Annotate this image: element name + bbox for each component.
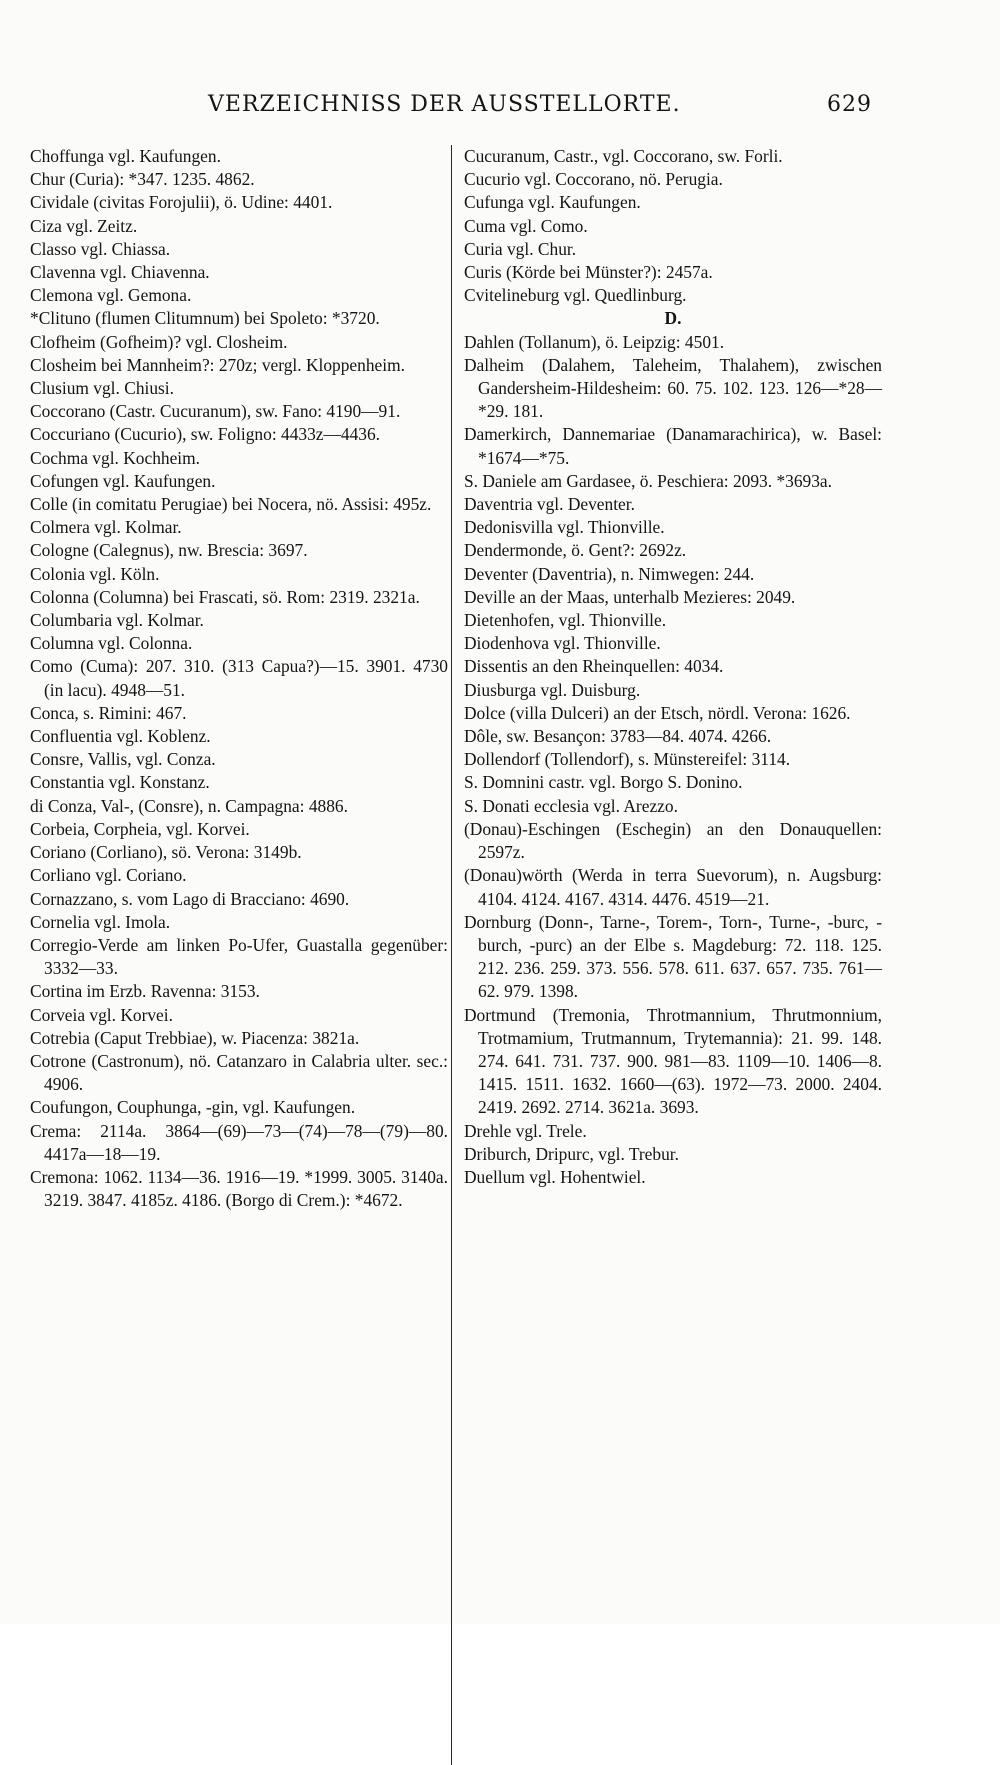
index-entry: Cortina im Erzb. Ravenna: 3153.: [30, 981, 260, 1002]
index-entry: Colonia vgl. Köln.: [30, 563, 160, 584]
page-number: 629: [827, 92, 872, 117]
index-entry: di Conza, Val-, (Consre), n. Campagna: 4886.: [30, 795, 348, 816]
index-entry: Corveia vgl. Korvei.: [30, 1004, 173, 1025]
index-entry: Duellum vgl. Hohentwiel.: [464, 1166, 646, 1187]
index-entry: Consre, Vallis, vgl. Conza.: [30, 749, 216, 770]
index-entry: Coriano (Corliano), sö. Verona: 3149b.: [30, 842, 302, 863]
running-title: VERZEICHNISS DER AUSSTELLORTE.: [208, 92, 681, 117]
index-entry: Diusburga vgl. Duisburg.: [464, 679, 641, 700]
index-entry: Clemona vgl. Gemona.: [30, 285, 192, 306]
index-entry: Diodenhova vgl. Thionville.: [464, 633, 661, 654]
index-entry: Cucuranum, Castr., vgl. Coccorano, sw. Forli.: [464, 146, 783, 166]
index-entry: Corbeia, Corpheia, vgl. Korvei.: [30, 818, 250, 839]
index-entry: Cochma vgl. Kochheim.: [30, 447, 201, 468]
index-entry: Dissentis an den Rheinquellen: 4034.: [464, 656, 724, 677]
index-entry: Ciza vgl. Zeitz.: [30, 215, 138, 236]
index-entry: Columbaria vgl. Kolmar.: [30, 610, 204, 631]
index-entry: Cvitelineburg vgl. Quedlinburg.: [464, 285, 687, 306]
index-entry: Coccuriano (Cucurio), sw. Foligno: 4433z—4436.: [30, 424, 381, 445]
index-entry: Constantia vgl. Konstanz.: [30, 772, 210, 793]
index-entry: Clusium vgl. Chiusi.: [30, 378, 174, 399]
index-entry: Colle (in comitatu Perugiae) bei Nocera, nö. Assisi: 495z.: [30, 494, 432, 515]
index-entry: Coccorano (Castr. Cucuranum), sw. Fano: 4190—91.: [30, 401, 401, 422]
right-column: [464, 145, 882, 1189]
index-entry: S. Domnini castr. vgl. Borgo S. Donino.: [464, 772, 743, 793]
section-heading-d: D.: [664, 308, 682, 329]
index-entry: Corliano vgl. Coriano.: [30, 865, 187, 886]
index-entry: (Donau)-Eschingen (Eschegin) an den Donauquellen: 2597z.: [464, 818, 882, 863]
index-entry: Colmera vgl. Kolmar.: [30, 517, 182, 538]
index-entry: Coufungon, Couphunga, -gin, vgl. Kaufungen.: [30, 1097, 356, 1118]
index-entry: Dôle, sw. Besançon: 3783—84. 4074. 4266.: [464, 726, 772, 747]
index-entry: (Donau)wörth (Werda in terra Suevorum), n. Augsburg: 4104. 4124. 4167. 4314. 4476. 4519—21.: [464, 865, 882, 909]
index-entry: Cotrone (Castronum), nö. Catanzaro in Calabria ulter. sec.: 4906.: [30, 1050, 448, 1095]
index-entry: Confluentia vgl. Koblenz.: [30, 726, 211, 747]
index-entry: Dedonisvilla vgl. Thionville.: [464, 517, 665, 538]
index-entry: Dalheim (Dalahem, Taleheim, Thalahem), zwischen Gandersheim-Hildesheim: 60. 75. 102. 123. 126—*28—*29. 181.: [464, 354, 882, 422]
index-entry: S. Daniele am Gardasee, ö. Peschiera: 2093. *3693a.: [464, 470, 832, 491]
index-entry: *Clituno (flumen Clitumnum) bei Spoleto: *3720.: [30, 308, 380, 329]
index-entry: Deville an der Maas, unterhalb Mezieres: 2049.: [464, 586, 796, 607]
index-entry: Colonna (Columna) bei Frascati, sö. Rom: 2319. 2321a.: [30, 586, 420, 607]
index-entry: Dornburg (Donn-, Tarne-, Torem-, Torn-, Turne-, -burc, -burch, -purc) an der Elbe s. Magdeburg: 72. 118. 125. 212. 236. 259. 373. 556. 578. 611. 637. 657. 735. 761—62. 979. 1398.: [464, 911, 882, 1002]
index-entry: Dendermonde, ö. Gent?: 2692z.: [464, 540, 687, 561]
index-entry: Crema: 2114a. 3864—(69)—73—(74)—78—(79)—80. 4417a—18—19.: [30, 1120, 448, 1164]
index-entry: Cotrebia (Caput Trebbiae), w. Piacenza: 3821a.: [30, 1027, 360, 1048]
index-entry: Corregio-Verde am linken Po-Ufer, Guastalla gegenüber: 3332—33.: [30, 934, 448, 979]
index-entry: Cornazzano, s. vom Lago di Bracciano: 4690.: [30, 888, 350, 909]
index-entry: Dortmund (Tremonia, Throtmannium, Thrutmonnium, Trotmamium, Trutmannum, Trytemannia): 21. 99. 148. 274. 641. 731. 737. 900. 981—83. 1109—10. 1406—8. 1415. 1511. 1632. 1660—(63). 1972—73. 2000. 2404. 2419. 2692. 2714. 3621a. 3693.: [464, 1004, 882, 1118]
index-entry: Dahlen (Tollanum), ö. Leipzig: 4501.: [464, 331, 725, 352]
index-entry: Curia vgl. Chur.: [464, 238, 577, 259]
index-entry: Chur (Curia): *347. 1235. 4862.: [30, 169, 255, 190]
index-entry: S. Donati ecclesia vgl. Arezzo.: [464, 795, 678, 816]
index-entry: Cremona: 1062. 1134—36. 1916—19. *1999. 3005. 3140a. 3219. 3847. 4185z. 4186. (Borgo di Crem.): *4672.: [30, 1166, 448, 1211]
index-entry: Cofungen vgl. Kaufungen.: [30, 470, 216, 491]
index-entry: Columna vgl. Colonna.: [30, 633, 193, 654]
index-entry: Cologne (Calegnus), nw. Brescia: 3697.: [30, 540, 308, 561]
index-entry: Daventria vgl. Deventer.: [464, 494, 635, 515]
index-entry: Cividale (civitas Forojulii), ö. Udine: 4401.: [30, 192, 333, 213]
column-divider: [451, 145, 452, 1765]
index-entry: Dollendorf (Tollendorf), s. Münstereifel: 3114.: [464, 749, 791, 770]
index-entry: Drehle vgl. Trele.: [464, 1120, 587, 1141]
index-entry: Clavenna vgl. Chiavenna.: [30, 262, 210, 283]
page-header: [208, 92, 872, 128]
index-entry: Cornelia vgl. Imola.: [30, 911, 171, 932]
right-column-d-entries: [464, 331, 882, 1190]
index-entry: Conca, s. Rimini: 467.: [30, 702, 187, 723]
index-entry: Como (Cuma): 207. 310. (313 Capua?)—15. 3901. 4730 (in lacu). 4948—51.: [30, 656, 448, 700]
index-entry: Cucurio vgl. Coccorano, nö. Perugia.: [464, 169, 723, 190]
index-entry: Cuma vgl. Como.: [464, 215, 588, 236]
index-entry: Classo vgl. Chiassa.: [30, 238, 171, 259]
index-entry: Choffunga vgl. Kaufungen.: [30, 146, 221, 166]
index-entry: Clofheim (Gofheim)? vgl. Closheim.: [30, 331, 288, 352]
index-entry: Closheim bei Mannheim?: 270z; vergl. Kloppenheim.: [30, 354, 405, 375]
index-entry: Driburch, Dripurc, vgl. Trebur.: [464, 1143, 679, 1164]
index-entry: Curis (Körde bei Münster?): 2457a.: [464, 262, 713, 283]
left-column: [30, 145, 448, 1212]
index-entry: Damerkirch, Dannemariae (Danamarachirica), w. Basel: *1674—*75.: [464, 424, 882, 468]
right-column-c-entries: [464, 145, 882, 307]
index-entry: Dietenhofen, vgl. Thionville.: [464, 610, 667, 631]
index-entry: Cufunga vgl. Kaufungen.: [464, 192, 641, 213]
index-entry: Deventer (Daventria), n. Nimwegen: 244.: [464, 563, 755, 584]
index-entry: Dolce (villa Dulceri) an der Etsch, nördl. Verona: 1626.: [464, 702, 851, 723]
